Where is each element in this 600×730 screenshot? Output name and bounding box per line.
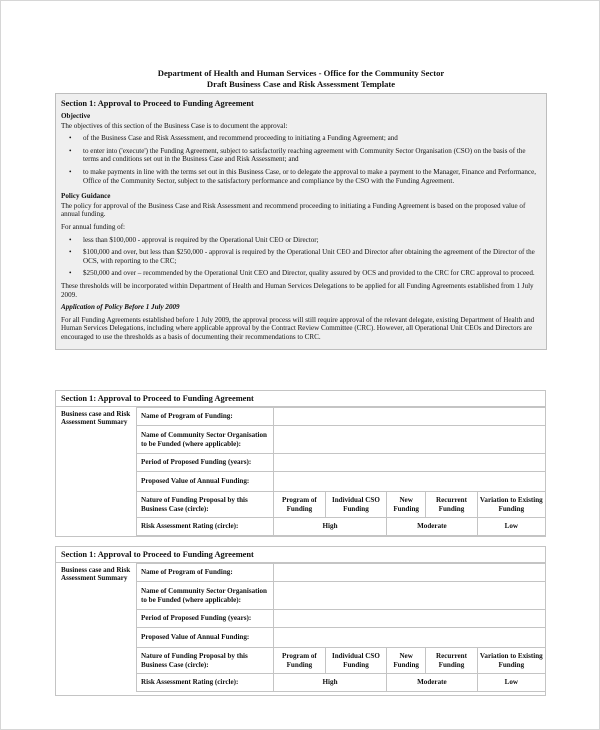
nature-option-new[interactable]: New Funding <box>387 492 426 518</box>
policy-heading: Policy Guidance <box>61 192 111 201</box>
objective-list <box>61 134 541 185</box>
form-side-label: Business case and Risk Assessment Summary <box>61 410 131 427</box>
list-item: • to enter into ('execute') the Funding Agreement, subject to satisfactorily reaching agreement with Community Sector Organisation (CSO) on the basis of the terms and conditions set out in the Business Case and Risk Assessment; and <box>61 147 541 164</box>
cso-field[interactable] <box>274 582 546 610</box>
list-item: • $250,000 and over – recommended by the Operational Unit CEO and Director, quality assured by OCS and provided to the CRC for CRC approval to proceed. <box>61 269 541 278</box>
nature-label: Nature of Funding Proposal by this Business Case (circle): <box>137 492 274 518</box>
nature-option-variation[interactable]: Variation to Existing Funding <box>477 648 545 674</box>
application-heading: Application of Policy Before 1 July 2009 <box>61 303 180 312</box>
document-header-subtitle: Draft Business Case and Risk Assessment Template <box>206 79 396 89</box>
program-field[interactable] <box>274 564 546 582</box>
list-item: • $100,000 and over, but less than $250,000 - approval is required by the Operational Unit CEO and Director after obtaining the agreement of the Director of the OCS, with reporting to the CRC; <box>61 248 541 265</box>
period-field[interactable] <box>274 454 546 472</box>
objective-intro: The objectives of this section of the Business Case is to document the approval: <box>61 121 288 130</box>
document-header-title: Department of Health and Human Services - Office for the Community Sector <box>157 68 445 78</box>
section-title: Section 1: Approval to Proceed to Funding Agreement <box>61 99 254 108</box>
cso-field[interactable] <box>274 426 546 454</box>
program-label: Name of Program of Funding: <box>137 564 274 582</box>
value-field[interactable] <box>274 472 546 492</box>
annual-funding-list <box>61 236 541 278</box>
nature-option-program[interactable]: Program of Funding <box>274 648 326 674</box>
cso-label: Name of Community Sector Organisation to be Funded (where applicable): <box>137 426 274 454</box>
annual-funding-intro: For annual funding of: <box>61 222 126 231</box>
risk-option-low[interactable]: Low <box>477 674 545 692</box>
thresholds-text: These thresholds will be incorporated within Department of Health and Human Services Delegations to be applied for all Funding Agreements established from 1 July 2009. <box>61 281 534 299</box>
objective-heading: Objective <box>61 112 91 120</box>
nature-option-individual[interactable]: Individual CSO Funding <box>325 492 386 518</box>
risk-option-low[interactable]: Low <box>477 518 545 536</box>
nature-label: Nature of Funding Proposal by this Business Case (circle): <box>137 648 274 674</box>
value-field[interactable] <box>274 628 546 648</box>
nature-option-recurrent[interactable]: Recurrent Funding <box>426 492 477 518</box>
form-table <box>136 407 546 536</box>
program-field[interactable] <box>274 408 546 426</box>
form-title: Section 1: Approval to Proceed to Funding Agreement <box>56 547 545 563</box>
form-title: Section 1: Approval to Proceed to Funding Agreement <box>56 391 545 407</box>
policy-text: The policy for approval of the Business Case and Risk Assessment and recommend proceeding to initiating a Funding Agreement is based on the proposed value of annual funding. <box>61 201 526 219</box>
period-label: Period of Proposed Funding (years): <box>137 610 274 628</box>
risk-option-high[interactable]: High <box>274 674 387 692</box>
risk-label: Risk Assessment Rating (circle): <box>137 518 274 536</box>
program-label: Name of Program of Funding: <box>137 408 274 426</box>
risk-option-high[interactable]: High <box>274 518 387 536</box>
cso-label: Name of Community Sector Organisation to be Funded (where applicable): <box>137 582 274 610</box>
form-table <box>136 563 546 692</box>
section1-guidance-box <box>55 93 547 350</box>
list-item: • of the Business Case and Risk Assessment, and recommend proceeding to initiating a Funding Agreement; and <box>61 134 541 143</box>
application-text: For all Funding Agreements established before 1 July 2009, the approval process will still require approval of the relevant delegate, existing Department of Health and Human Services Delegations, including where applicable approval by the Contract Review Committee (CRC). However, all Operational Unit CEOs and Directors are encouraged to use the thresholds as a basis of documenting their recommendations to CRC. <box>61 315 535 341</box>
form-side-label: Business case and Risk Assessment Summary <box>61 566 131 583</box>
value-label: Proposed Value of Annual Funding: <box>137 472 274 492</box>
risk-option-moderate[interactable]: Moderate <box>387 518 478 536</box>
risk-label: Risk Assessment Rating (circle): <box>137 674 274 692</box>
summary-form-1 <box>55 390 546 537</box>
nature-option-program[interactable]: Program of Funding <box>274 492 326 518</box>
nature-option-recurrent[interactable]: Recurrent Funding <box>426 648 477 674</box>
summary-form-2 <box>55 546 546 696</box>
risk-option-moderate[interactable]: Moderate <box>387 674 478 692</box>
period-field[interactable] <box>274 610 546 628</box>
list-item: • to make payments in line with the terms set out in this Business Case, or to delegate the approval to make a payment to the Manager, Finance and Performance, Office of the Community Sector, subject to the satisfactory performance and compliance by the CSO with the Funding Agreement. <box>61 168 541 185</box>
nature-option-variation[interactable]: Variation to Existing Funding <box>477 492 545 518</box>
nature-option-individual[interactable]: Individual CSO Funding <box>325 648 386 674</box>
period-label: Period of Proposed Funding (years): <box>137 454 274 472</box>
value-label: Proposed Value of Annual Funding: <box>137 628 274 648</box>
nature-option-new[interactable]: New Funding <box>387 648 426 674</box>
list-item: • less than $100,000 - approval is required by the Operational Unit CEO or Director; <box>61 236 541 245</box>
